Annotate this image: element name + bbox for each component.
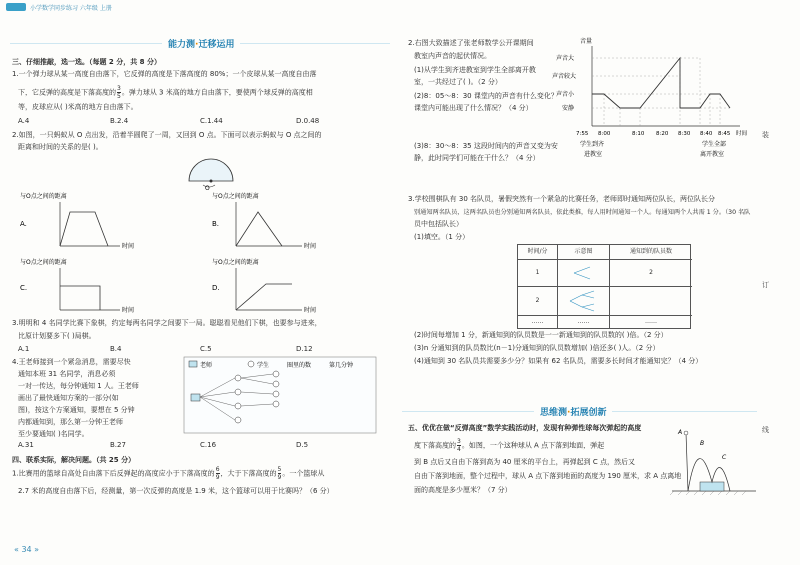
sound-x-0: 7:55 (576, 131, 589, 137)
table-row2-diagram (558, 287, 610, 316)
sound-note-2a: 学生全部 (702, 141, 727, 148)
table-header-count: 通知到的队员数 (610, 245, 692, 260)
graph-c (20, 258, 134, 314)
q3-line1: 3.明明和 4 名同学比赛下象棋，约定每两名同学之间要下一局。聪聪看见他们下棋，也要参与进来， (12, 319, 322, 327)
bounce-label-a: A (678, 429, 683, 436)
part3-heading: 三、仔细推敲，选一选。（每题 2 分，共 8 分） (12, 58, 161, 66)
legend-count: 圈里的数 (287, 362, 312, 369)
r-q3-sub2: (2)时间每增加 1 分，新通知到的队员数是一一新通知到的队员数的( )倍。（2 分） (414, 331, 668, 339)
sound-y-title: 音量 (580, 38, 593, 45)
header-badge (6, 3, 26, 11)
q4-option-d: D.5 (296, 441, 309, 449)
q3-option-b: B.4 (110, 345, 122, 353)
q1-line1: 1.一个弹力球从某一高度自由落下，它反弹的高度是下落高度的 80%；一个皮球从某一高度自由落 (12, 70, 317, 78)
r-q2-line1: 2.右图大致描述了张老师数学公开课期间 (408, 39, 534, 47)
r-q3-sub1: (1)填空。（1 分） (414, 233, 470, 241)
graph-a-ylabel: 与O点之间的距离 (20, 193, 67, 200)
q1-option-d: D.0.48 (296, 117, 320, 125)
q4-line6: 内都通知到，那么第一分钟王老师 (18, 418, 123, 426)
sound-x-5: 8:40 (700, 131, 713, 137)
sound-y-loud: 声音大 (556, 55, 575, 62)
graph-a (20, 192, 134, 250)
graph-d-ylabel: 与O点之间的距离 (212, 259, 259, 266)
sound-y-soft: 声音小 (556, 91, 575, 98)
margin-char-3: 线 (762, 426, 769, 434)
sound-x-1: 8:00 (598, 131, 611, 137)
q1-option-b: B.2.4 (110, 117, 129, 125)
legend-minute: 第几分钟 (329, 362, 354, 369)
graph-c-ylabel: 与O点之间的距离 (20, 259, 67, 266)
sound-note-1a: 学生到齐 (580, 141, 605, 148)
notification-tree-figure (183, 356, 378, 434)
header-crumb: 小学数学同步练习 六年级 上册 (30, 5, 112, 12)
semicircle-o-label: O (205, 185, 210, 191)
r-q3-sub3: (3)n 分通知到的队员数比(n－1)分通知到的队员数增加( )倍还多( )人。（2 分） (414, 344, 660, 352)
q1-line3: 等，皮球应从( )米高的地方自由落下。 (18, 103, 138, 111)
sound-y-fairly-loud: 声音较大 (552, 73, 577, 80)
q4-line4: 画出了最快通知方案的一部分(如 (18, 394, 119, 402)
p5-line1: 五、优优在做“反弹高度”数学实践活动时，发现有种弹性球每次弹起的高度 (408, 424, 642, 432)
q2-line2: 距离和时间的关系的是( )。 (18, 143, 103, 151)
sound-x-4: 8:30 (678, 131, 691, 137)
semicircle-figure (185, 155, 239, 191)
sound-note-1b: 进教室 (584, 151, 603, 158)
r-q2-line2: 教室内声音的起伏情况。 (414, 52, 491, 60)
q2-line1: 2.如图，一只蚂蚁从 O 点出发，沿着半圆爬了一周，又回到 O 点。下面可以表示蚂蚁与 O 点之间的 (12, 131, 322, 139)
sound-level-chart (550, 34, 755, 166)
q4-line7: 至少要通知( )名同学。 (18, 430, 89, 438)
p5-line5: 面的高度是多少厘米？（7 分） (414, 486, 512, 494)
r-q2-sub3b: 静，此时同学们可能在干什么？（4 分） (414, 154, 540, 162)
sound-x-title: 时间 (736, 131, 748, 137)
graph-b-letter: B. (212, 220, 220, 228)
r-q2-sub3: (3)8：30～8：35 这段时间内的声音又变为安 (414, 142, 558, 150)
p4q1-line2: 2.7 米的高度自由落下后，经测量，第一次反弹的高度是 1.9 米，这个篮球可以用于比赛吗？（6 分） (18, 487, 334, 495)
graph-d (212, 258, 316, 314)
legend-teacher: 老师 (200, 362, 213, 369)
table-row3-count: …… (645, 318, 657, 325)
q4-option-a: A.31 (18, 441, 34, 449)
section-title-thinking: 思维测·拓展创新 (534, 405, 612, 418)
sound-x-3: 8:20 (656, 131, 669, 137)
table-header-diagram: 示意图 (558, 245, 610, 260)
sound-x-6: 8:45 (718, 131, 731, 137)
q4-line5: 图)，按这个方案通知，要想在 5 分钟 (18, 406, 135, 414)
graph-c-letter: C. (20, 284, 28, 292)
r-q2-sub1b: 室，一共经过了( )。（2 分） (414, 78, 502, 86)
table-row1-diagram (558, 260, 610, 287)
q4-option-b: B.27 (110, 441, 126, 449)
graph-d-letter: D. (212, 284, 220, 292)
graph-a-letter: A. (20, 220, 27, 228)
q4-line3: 一对一传达，每分钟通知 1 人。王老师 (18, 382, 139, 390)
p5-line4: 自由下落到地面，整个过程中，球从 A 点下落到地面的高度为 190 厘米，求 A 点离地 (414, 472, 682, 480)
graph-b (212, 192, 316, 250)
section-band-thinking (402, 404, 757, 420)
q1-line2: 下，它反弹的高度是下落高度的 $\frac{3}{5}$ 。弹力球从 3 米高的地方自由落下，要使两个球反弹的高度相 (18, 85, 313, 100)
graph-b-xlabel: 时间 (304, 243, 317, 250)
option-graphs (20, 190, 360, 315)
table-row3-time: …… (518, 316, 558, 328)
table-row2-count (610, 287, 692, 316)
r-q2-sub1: (1)从学生到齐进教室到学生全部离开教 (414, 66, 536, 74)
table-row3-diagram: …… (558, 316, 610, 328)
q1-option-c: C.1.44 (200, 117, 223, 125)
r-q3-line2: 别通知两名队员，这两名队员也分别通知两名队员，依此类推，每人用时间通知一个人。每通知两个人共需 1 分。（30 名队 (414, 209, 751, 216)
section-band-ability (10, 36, 390, 52)
r-q2-sub2b: 课堂内可能出现了什么情况？（4 分） (414, 104, 533, 112)
table-row2-time: 2 (518, 287, 558, 316)
graph-b-ylabel: 与O点之间的距离 (212, 193, 259, 200)
q3-option-c: C.5 (200, 345, 212, 353)
graph-c-xlabel: 时间 (122, 307, 135, 314)
q1-option-a: A.4 (18, 117, 30, 125)
margin-char-1: 装 (762, 131, 769, 139)
page-header (6, 3, 386, 12)
p4q1-line1: 1.比赛用的篮球自高处自由落下后反弹起的高度应小于下落高度的 $\frac{6}{9}$ ，大于下落高度的 $\frac{5}{9}$ 。一个篮球从 (12, 466, 325, 481)
q4-line1: 4.王老师接到一个紧急消息，需要尽快 (12, 358, 131, 366)
sound-y-quiet: 安静 (562, 105, 575, 112)
p5-line3: 到 B 点后又自由下落到高为 40 厘米的平台上，再弹起到 C 点，然后又 (414, 458, 635, 466)
q4-option-c: C.16 (200, 441, 217, 449)
bounce-figure (670, 425, 760, 497)
section-title-ability: 能力测·迁移运用 (162, 37, 240, 50)
margin-char-2: 订 (762, 281, 769, 289)
sound-x-2: 8:10 (632, 131, 645, 137)
table-row1-time: 1 (518, 260, 558, 287)
r-q2-sub2: (2)8：05～8：30 课堂内的声音有什么变化？ (414, 92, 558, 100)
page-number: « 34 » (14, 545, 40, 554)
bounce-label-c: C (722, 454, 727, 461)
sound-note-2b: 离开教室 (700, 151, 725, 158)
part4-heading: 四、联系实际，解决问题。（共 25 分） (12, 456, 136, 464)
r-q3-sub4: (4)通知到 30 名队员共需要多少分？如果有 62 名队员，需要多长时间才能通知完？（4 分） (414, 357, 703, 365)
legend-student: 学生 (257, 362, 270, 369)
table-row1-count: 2 (610, 260, 692, 287)
q4-line2: 通知本班 31 名同学，消息必须 (18, 370, 116, 378)
q3-option-a: A.1 (18, 345, 30, 353)
q3-option-d: D.12 (296, 345, 313, 353)
graph-d-xlabel: 时间 (304, 307, 317, 314)
notice-table (517, 244, 691, 329)
q3-line2: 比原计划要多下( )局棋。 (18, 332, 96, 340)
graph-a-xlabel: 时间 (122, 243, 135, 250)
p5-line2: 度下落高度的 $\frac{3}{4}$ 。如图，一个这种球从 A 点下落到地面，弹起 (414, 438, 605, 453)
r-q3-line1: 3.学校围棋队有 30 名队员，暑假突然有一个紧急的比赛任务，老师即时通知两位队长，两位队长分 (408, 195, 716, 203)
r-q3-line3: 员中包括队长） (414, 220, 463, 228)
table-header-time: 时间/分 (518, 245, 558, 260)
bounce-label-b: B (700, 440, 705, 447)
